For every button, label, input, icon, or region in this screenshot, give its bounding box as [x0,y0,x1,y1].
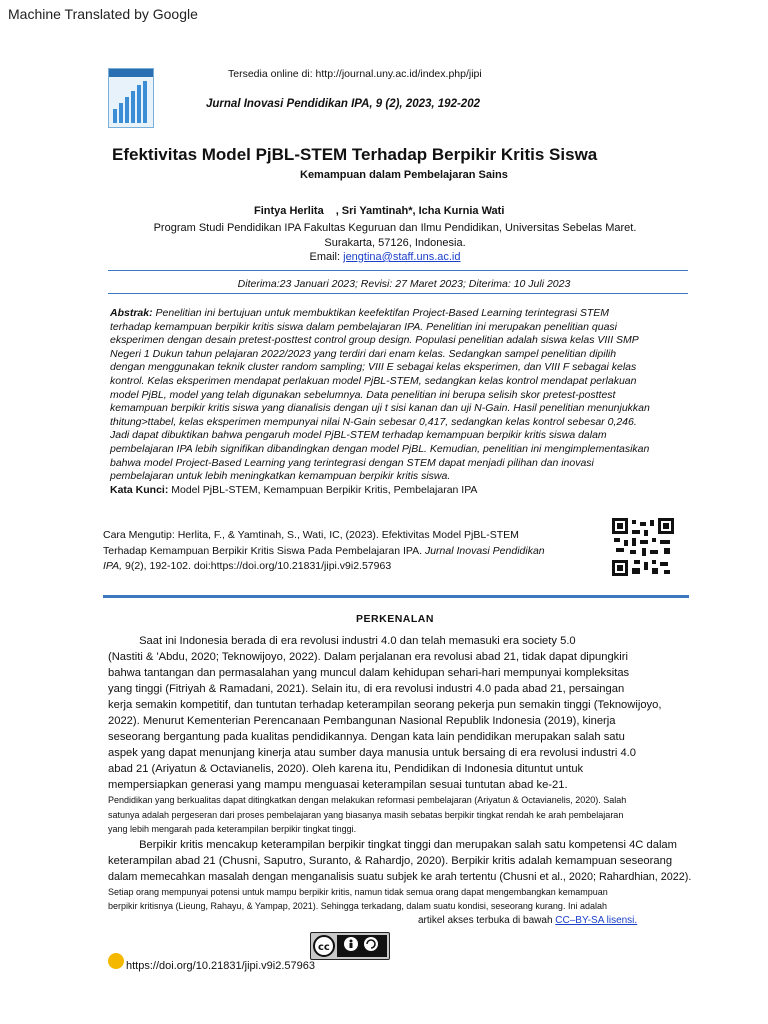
citation-line-2: Terhadap Kemampuan Berpikir Kritis Siswa Pada Pembelajaran IPA. [103,544,425,557]
keywords: Model PjBL-STEM, Kemampuan Berpikir Kritis, Pembelajaran IPA [168,483,478,496]
abstract-line: terhadap kemampuan berpikir kritis siswa dalam pembelajaran IPA. Penelitian ini merupakan penelitian quasi [110,320,617,333]
body-small-line: Setiap orang mempunyai potensi untuk mampu berpikir kritis, namun tidak semua orang dapat mengembangkan kemampuan [108,886,608,897]
abstract-line: Negeri 1 Dukun tahun pelajaran 2022/2023 yang terdiri dari enam kelas. Sedangkan sampel penelitian dipilih [110,347,617,360]
abstract-line: dengan menggunakan teknik cluster random sampling; VIII E sebagai kelas eksperimen, dan VIII F sebagai kelas [110,361,637,374]
section-divider [103,595,689,598]
affiliation [0,221,768,251]
abstract-line: kontrol. Kelas eksperimen mendapat perlakuan model PjBL-STEM, sedangkan kelas kontrol mendapat perlakuan [110,374,637,387]
affiliation-line-2: Surakarta, 57126, Indonesia. [324,237,466,249]
qr-code [612,518,674,576]
body-line: aspek yang dapat menunjang kinerja atau sumber daya manusia untuk bersaing di era revolusi industri 4.0 [108,747,636,759]
svg-text:cc: cc [318,942,330,953]
email-label: Email: [309,251,344,263]
body-line: kerja semakin kompetitif, dan tuntutan terhadap keterampilan seorang pekerja pun semakin tinggi (Teknowijoyo, [108,699,662,711]
abstract-line: Penelitian ini bertujuan untuk membuktikan keefektifan Project-Based Learning terintegrasi STEM [152,307,610,319]
affiliation-line-1: Program Studi Pendidikan IPA Fakultas Keguruan dan Ilmu Pendidikan, Universitas Sebelas Maret. [153,222,637,234]
body-line: 2022). Menurut Kementerian Perencanaan Pembangunan Nasional Republik Indonesia (2019), kinerja [108,715,616,727]
machine-translation-banner: Machine Translated by Google [8,6,198,22]
abstract-label: Abstrak: [110,307,153,319]
abstract-line: eksperimen dengan desain pretest-posttest control group design. Populasi penelitian adalah siswa kelas VIII SMP [110,334,639,347]
article-title: Efektivitas Model PjBL-STEM Terhadap Berpikir Kritis Siswa [112,145,598,164]
body-line: keterampilan abad 21 (Chusni, Saputro, Suranto, & Rahardjo, 2020). Berpikir kritis adalah kemampuan seseorang [108,854,673,867]
author-others: , Sri Yamtinah*, Icha Kurnia Wati [335,205,505,217]
doi-link[interactable]: https://doi.org/10.21831/jipi.v9i2.57963 [126,960,315,972]
body-line: bahwa tantangan dan permasalahan yang muncul dalam kehidupan sehari-hari mempunyai kompleksitas [108,667,630,679]
section-heading: PERKENALAN [356,613,434,625]
journal-reference: Jurnal Inovasi Pendidikan IPA, 9 (2), 2023, 192-202 [206,98,480,110]
article-dates: Diterima:23 Januari 2023; Revisi: 27 Maret 2023; Diterima: 10 Juli 2023 [237,278,571,290]
body-line: Berpikir kritis mencakup keterampilan berpikir tingkat tinggi dan merupakan salah satu kompetensi 4C dalam [108,838,677,851]
article-subtitle: Kemampuan dalam Pembelajaran Sains [300,169,508,181]
keywords-label: Kata Kunci: [110,483,169,496]
body-line: Saat ini Indonesia berada di era revolusi industri 4.0 dan telah memasuki era society 5.0 [108,635,576,647]
license-text: artikel akses terbuka di bawah [418,914,556,926]
license-line [108,914,718,929]
body-line: (Nastiti & 'Abdu, 2020; Teknowijoyo, 2022). Dalam perjalanan era revolusi abad 21, tidak dapat dipungkiri [108,651,628,663]
body-line: dalam memecahkan masalah dengan menganalisis suatu subjek ke arah tertentu (Chusni et al., 2020; Rahardhian, 2022). [108,870,692,883]
abstract-line: Jadi dapat dibuktikan bahwa pengaruh model PjBL-STEM terhadap kemampuan berpikir kritis siswa dalam [110,429,607,442]
author-list [254,205,504,217]
doi-line [110,960,315,972]
citation-block [103,528,603,575]
abstract-line: kemampuan berpikir kritis siswa yang dianalisis dengan uji t sisi kanan dan uji N-Gain. Hasil penelitian menunjukkan [110,402,650,415]
author-1: Fintya Herlita [254,205,324,217]
email-link[interactable]: jengtina@staff.uns.ac.id [343,251,461,263]
citation-journal: Jurnal Inovasi Pendidikan [424,544,545,557]
abstract-line: bahwa model Project-Based Learning yang terintegrasi dengan STEM dapat menjadi pilihan dan inovasi [110,456,594,469]
license-link[interactable]: CC–BY-SA lisensi. [555,914,638,926]
journal-logo [108,68,154,128]
availability-line: Tersedia online di: http://journal.uny.ac.id/index.php/jipi [228,68,482,80]
body-small-line: Pendidikan yang berkualitas dapat ditingkatkan dengan melakukan reformasi pembelajaran (Ariyatun & Octavianelis, 2020). Salah [108,795,627,805]
citation-journal-cont: IPA, [103,560,125,572]
abstract-line: model PjBL, model yang telah digunakan sebelumnya. Data penelitian ini berupa selisih skor pretest-posttest [110,388,616,401]
citation-line-1: Cara Mengutip: Herlita, F., & Yamtinah, S., Wati, IC, (2023). Efektivitas Model PjBL-STEM [103,529,519,541]
body-small-line: satunya adalah pergeseran dari proses pembelajaran yang biasanya masih sebatas berpikir tingkat rendah ke arah pembelajaran [108,809,624,820]
body-line: yang tinggi (Fitriyah & Ramadani, 2021). Selain itu, di era revolusi industri 4.0 pada abad 21, persaingan [108,683,625,695]
divider-bottom [108,293,688,294]
body-text [108,633,718,928]
abstract-line: pembelajaran IPA lebih signifikan dibandingkan dengan model PjBL. Kemudian, penelitian ini mengimplementasikan [110,442,650,455]
abstract-line: pembelajaran untuk lebih meningkatkan kemampuan berpikir kritis siswa. [110,470,451,483]
body-small-line: yang lebih mengarah pada keterampilan berpikir tingkat tinggi. [108,824,357,834]
doi-icon [108,953,124,969]
body-line: abad 21 (Ariyatun & Octavianelis, 2020). Oleh karena itu, Pendidikan di Indonesia dituntut untuk [108,763,584,775]
email-line [0,251,768,263]
divider-top [108,270,688,271]
citation-line-3: 9(2), 192-102. doi:https://doi.org/10.21831/jipi.v9i2.57963 [124,560,392,572]
body-line: seseorang bergantung pada kualitas pendidikannya. Dengan kata lain pendidikan merupakan salah satu [108,731,625,743]
body-line: mempersiapkan generasi yang mampu menguasai keterampilan sesuai tuntutan abad ke-21. [108,779,568,791]
abstract-line: thitung>ttabel, kelas eksperimen mempunyai nilai N-Gain sebesar 0,417, sedangkan kelas kontrol sebesar 0,246. [110,415,637,428]
abstract [110,307,710,497]
cc-by-sa-badge [310,932,390,960]
body-small-line: berpikir kritisnya (Lieung, Rahayu, & Yampap, 2021). Sehingga terkadang, dalam suatu kondisi, seseorang kurang. Ini adalah [108,901,607,911]
